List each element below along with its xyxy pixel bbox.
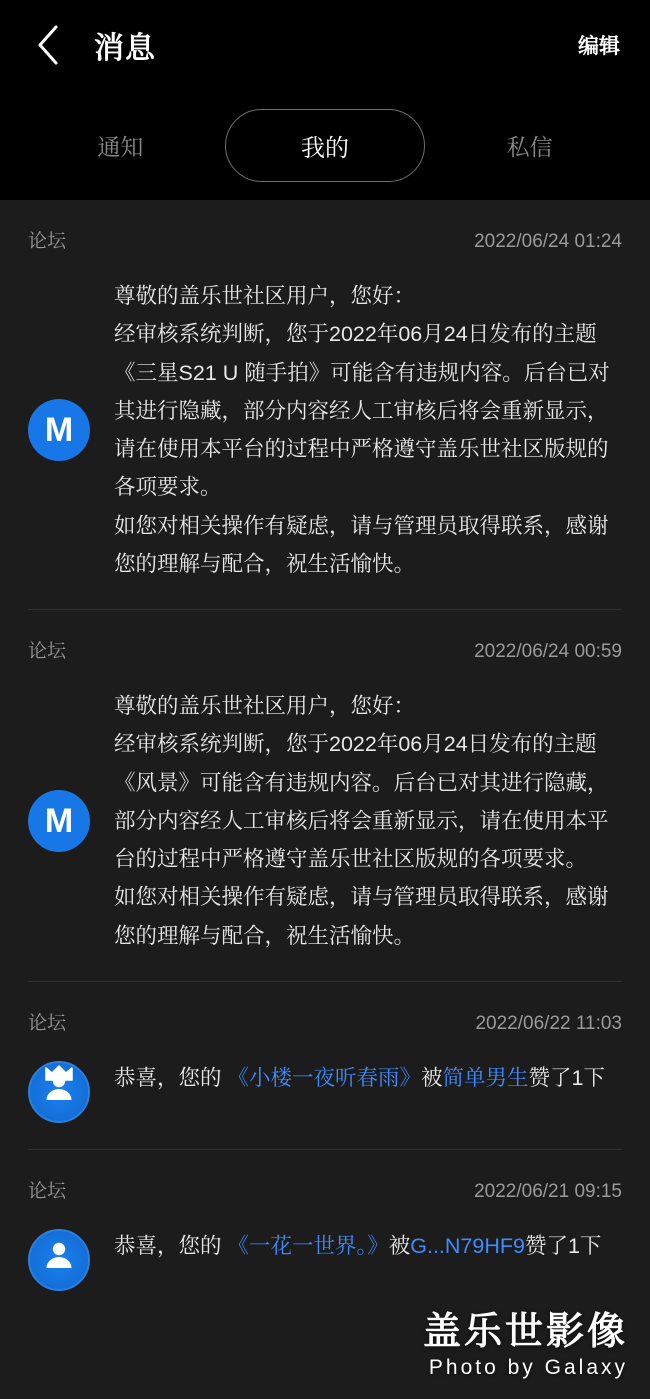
tab-bar bbox=[0, 90, 650, 200]
message-text bbox=[114, 687, 622, 955]
watermark-cn: 盖乐世影像 bbox=[422, 1310, 628, 1353]
rich-suffix: 赞了1下 bbox=[524, 1233, 602, 1258]
avatar[interactable] bbox=[28, 399, 90, 461]
message-body bbox=[28, 673, 622, 981]
crown-icon bbox=[44, 1052, 74, 1091]
person-icon bbox=[41, 1237, 77, 1282]
rich-suffix: 赞了1下 bbox=[528, 1065, 605, 1090]
list-item[interactable] bbox=[0, 982, 650, 1149]
tab-private-messages[interactable]: 私信 bbox=[506, 133, 553, 160]
back-icon[interactable] bbox=[28, 25, 68, 65]
tab-mine-wrap bbox=[223, 109, 428, 182]
message-rich-line bbox=[114, 1227, 622, 1265]
message-line: 尊敬的盖乐世社区用户，您好： bbox=[114, 284, 416, 308]
rich-middle: 被 bbox=[421, 1065, 443, 1090]
list-item[interactable] bbox=[0, 200, 650, 609]
list-item[interactable] bbox=[0, 610, 650, 981]
rich-prefix: 恭喜，您的 bbox=[114, 1233, 228, 1258]
message-time: 2022/06/21 09:15 bbox=[474, 1180, 622, 1202]
thread-link[interactable]: 《一花一世界。》 bbox=[227, 1233, 389, 1258]
avatar[interactable] bbox=[28, 790, 90, 852]
message-list[interactable] bbox=[0, 200, 650, 1399]
message-line: 如您对相关操作有疑虑，请与管理员取得联系，感谢您的理解与配合，祝生活愉快。 bbox=[114, 513, 609, 576]
message-rich-line bbox=[114, 1059, 622, 1097]
message-source: 论坛 bbox=[28, 641, 67, 663]
message-meta bbox=[28, 1008, 622, 1045]
message-source: 论坛 bbox=[28, 1012, 67, 1034]
avatar[interactable] bbox=[28, 1229, 90, 1291]
watermark bbox=[423, 1312, 628, 1381]
rich-prefix: 恭喜，您的 bbox=[114, 1065, 228, 1090]
avatar-letter: M bbox=[44, 410, 74, 449]
watermark-en: Photo by Galaxy bbox=[428, 1355, 628, 1379]
avatar-letter: M bbox=[44, 801, 74, 840]
message-source: 论坛 bbox=[28, 1180, 67, 1202]
thread-link[interactable]: 《小楼一夜听春雨》 bbox=[227, 1065, 421, 1090]
message-line: 尊敬的盖乐世社区用户，您好： bbox=[114, 694, 416, 719]
message-meta bbox=[28, 226, 622, 263]
message-body bbox=[28, 263, 622, 609]
avatar[interactable] bbox=[28, 1061, 90, 1123]
message-source: 论坛 bbox=[28, 231, 67, 252]
tab-mine[interactable]: 我的 bbox=[225, 109, 425, 182]
message-text bbox=[114, 1059, 622, 1097]
message-body bbox=[28, 1045, 622, 1149]
message-time: 2022/06/24 00:59 bbox=[474, 641, 622, 663]
message-text bbox=[114, 277, 622, 583]
user-link[interactable]: 简单男生 bbox=[442, 1065, 529, 1090]
list-item[interactable] bbox=[0, 1150, 650, 1317]
tab-notifications[interactable]: 通知 bbox=[97, 133, 144, 160]
top-app-bar bbox=[0, 0, 650, 90]
message-meta bbox=[28, 1176, 622, 1213]
message-body bbox=[28, 1213, 622, 1317]
message-meta bbox=[28, 636, 622, 673]
edit-button[interactable]: 编辑 bbox=[578, 35, 620, 58]
page-title: 消息 bbox=[94, 32, 156, 65]
message-time: 2022/06/24 01:24 bbox=[474, 231, 622, 252]
message-text bbox=[114, 1227, 622, 1265]
rich-middle: 被 bbox=[388, 1233, 411, 1258]
message-line: 如您对相关操作有疑虑，请与管理员取得联系，感谢您的理解与配合，祝生活愉快。 bbox=[114, 885, 609, 948]
message-line: 经审核系统判断，您于2022年06月24日发布的主题《风景》可能含有违规内容。后台已对其进行隐藏，部分内容经人工审核后将会重新显示，请在使用本平台的过程中严格遵守盖乐世社区版规的各项要求。 bbox=[114, 732, 609, 872]
message-time: 2022/06/22 11:03 bbox=[475, 1012, 622, 1034]
message-line: 经审核系统判断，您于2022年06月24日发布的主题《三星S21 U 随手拍》可能含有违规内容。后台已对其进行隐藏，部分内容经人工审核后将会重新显示，请在使用本平台的过程中严格遵守盖乐世社区版规的各项要求。 bbox=[114, 322, 610, 500]
user-link[interactable]: G...N79HF9 bbox=[410, 1233, 525, 1258]
